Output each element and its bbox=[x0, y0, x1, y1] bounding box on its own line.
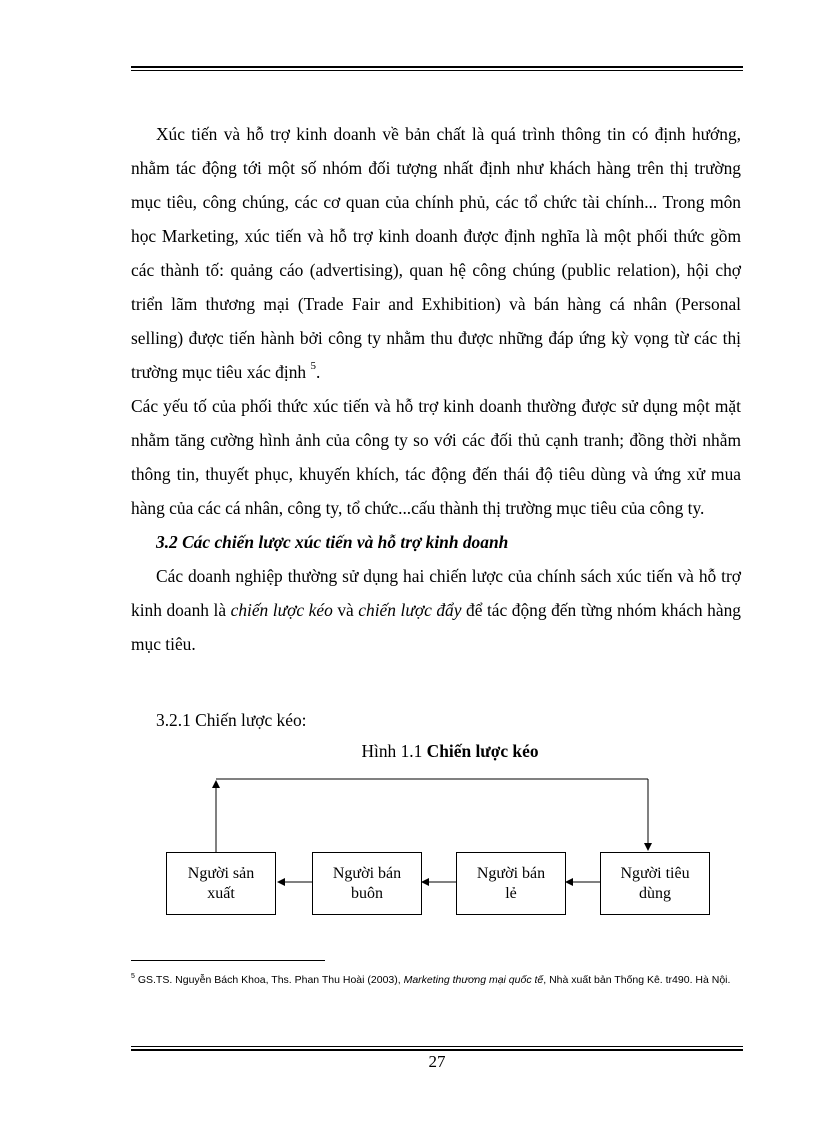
footnote bbox=[131, 971, 743, 989]
section-heading: 3.2 Các chiến lược xúc tiến và hỗ trợ kinh doanh bbox=[156, 532, 509, 552]
paragraph-1 bbox=[131, 117, 741, 389]
paragraph-1-end: . bbox=[315, 362, 321, 382]
paragraph-1-text: Xúc tiến và hỗ trợ kinh doanh về bản chất là quá trình thông tin có định hướng, nhằm tác động tới một số nhóm đối tượng nhất định như khách hàng trên thị trường mục tiêu, công chúng, các cơ quan của chính phủ, các tổ chức tài chính... Trong môn học Marketing, xúc tiến và hỗ trợ kinh doanh được định nghĩa là một phối thức gồm các thành tố: quảng cáo (advertising), quan hệ công chúng (public relation), hội chợ triển lãm thương mại (Trade Fair and Exhibition) và bán hàng cá nhân (Personal selling) được tiến hành bởi công ty nhằm thu được những đáp ứng kỳ vọng từ các thị trường mục tiêu xác định bbox=[131, 124, 741, 382]
paragraph-3-after: để tác động đến từng nhóm khách hàng mục tiêu. bbox=[131, 600, 741, 654]
box-consumer-line1: Người tiêu bbox=[620, 864, 690, 882]
footnote-title: Marketing thương mại quốc tế bbox=[403, 974, 544, 986]
figure-title-prefix: Hình 1.1 bbox=[361, 741, 427, 761]
pull-strategy-term: chiến lược kéo bbox=[230, 600, 333, 620]
box-producer-line2: xuất bbox=[207, 884, 235, 902]
push-strategy-term: chiến lược đẩy bbox=[358, 600, 462, 620]
box-wholesaler bbox=[312, 852, 422, 915]
footnote-separator bbox=[131, 960, 325, 961]
box-retailer-line1: Người bán bbox=[476, 864, 546, 882]
figure-title bbox=[131, 736, 769, 766]
box-retailer bbox=[456, 852, 566, 915]
paragraph-3-mid: và bbox=[332, 600, 359, 620]
header-rule bbox=[131, 66, 743, 71]
body-text bbox=[131, 117, 741, 661]
box-retailer-line2: lẻ bbox=[505, 884, 517, 902]
box-producer-line1: Người sản bbox=[187, 864, 255, 882]
paragraph-3 bbox=[131, 559, 741, 661]
footnote-before: GS.TS. Nguyễn Bách Khoa, Ths. Phan Thu Hoài (2003), bbox=[134, 974, 404, 986]
paragraph-3-before: Các doanh nghiệp thường sử dụng hai chiến lược của chính sách xúc tiến và hỗ trợ kinh doanh là bbox=[131, 566, 741, 620]
footnote-after: , Nhà xuất bản Thống Kê. tr490. Hà Nội. bbox=[543, 974, 731, 986]
box-producer bbox=[166, 852, 276, 915]
page-number: 27 bbox=[428, 1052, 446, 1071]
subheading: 3.2.1 Chiến lược kéo: bbox=[156, 710, 307, 730]
box-consumer bbox=[600, 852, 710, 915]
box-consumer-line2: dùng bbox=[639, 884, 671, 902]
footnote-ref: 5 bbox=[310, 360, 316, 373]
footnote-number: 5 bbox=[131, 972, 135, 980]
paragraph-2: Các yếu tố của phối thức xúc tiến và hỗ trợ kinh doanh thường được sử dụng một mặt nhằm tăng cường hình ảnh của công ty so với các đối thủ cạnh tranh; đồng thời nhằm thông tin, thuyết phục, khuyến khích, tác động đến thái độ tiêu dùng và ứng xử mua hàng của các cá nhân, công ty, tổ chức...cấu thành thị trường mục tiêu của công ty. bbox=[131, 396, 741, 518]
box-wholesaler-line1: Người bán bbox=[332, 864, 402, 882]
figure-title-bold: Chiến lược kéo bbox=[426, 741, 539, 761]
box-wholesaler-line2: buôn bbox=[350, 884, 383, 902]
